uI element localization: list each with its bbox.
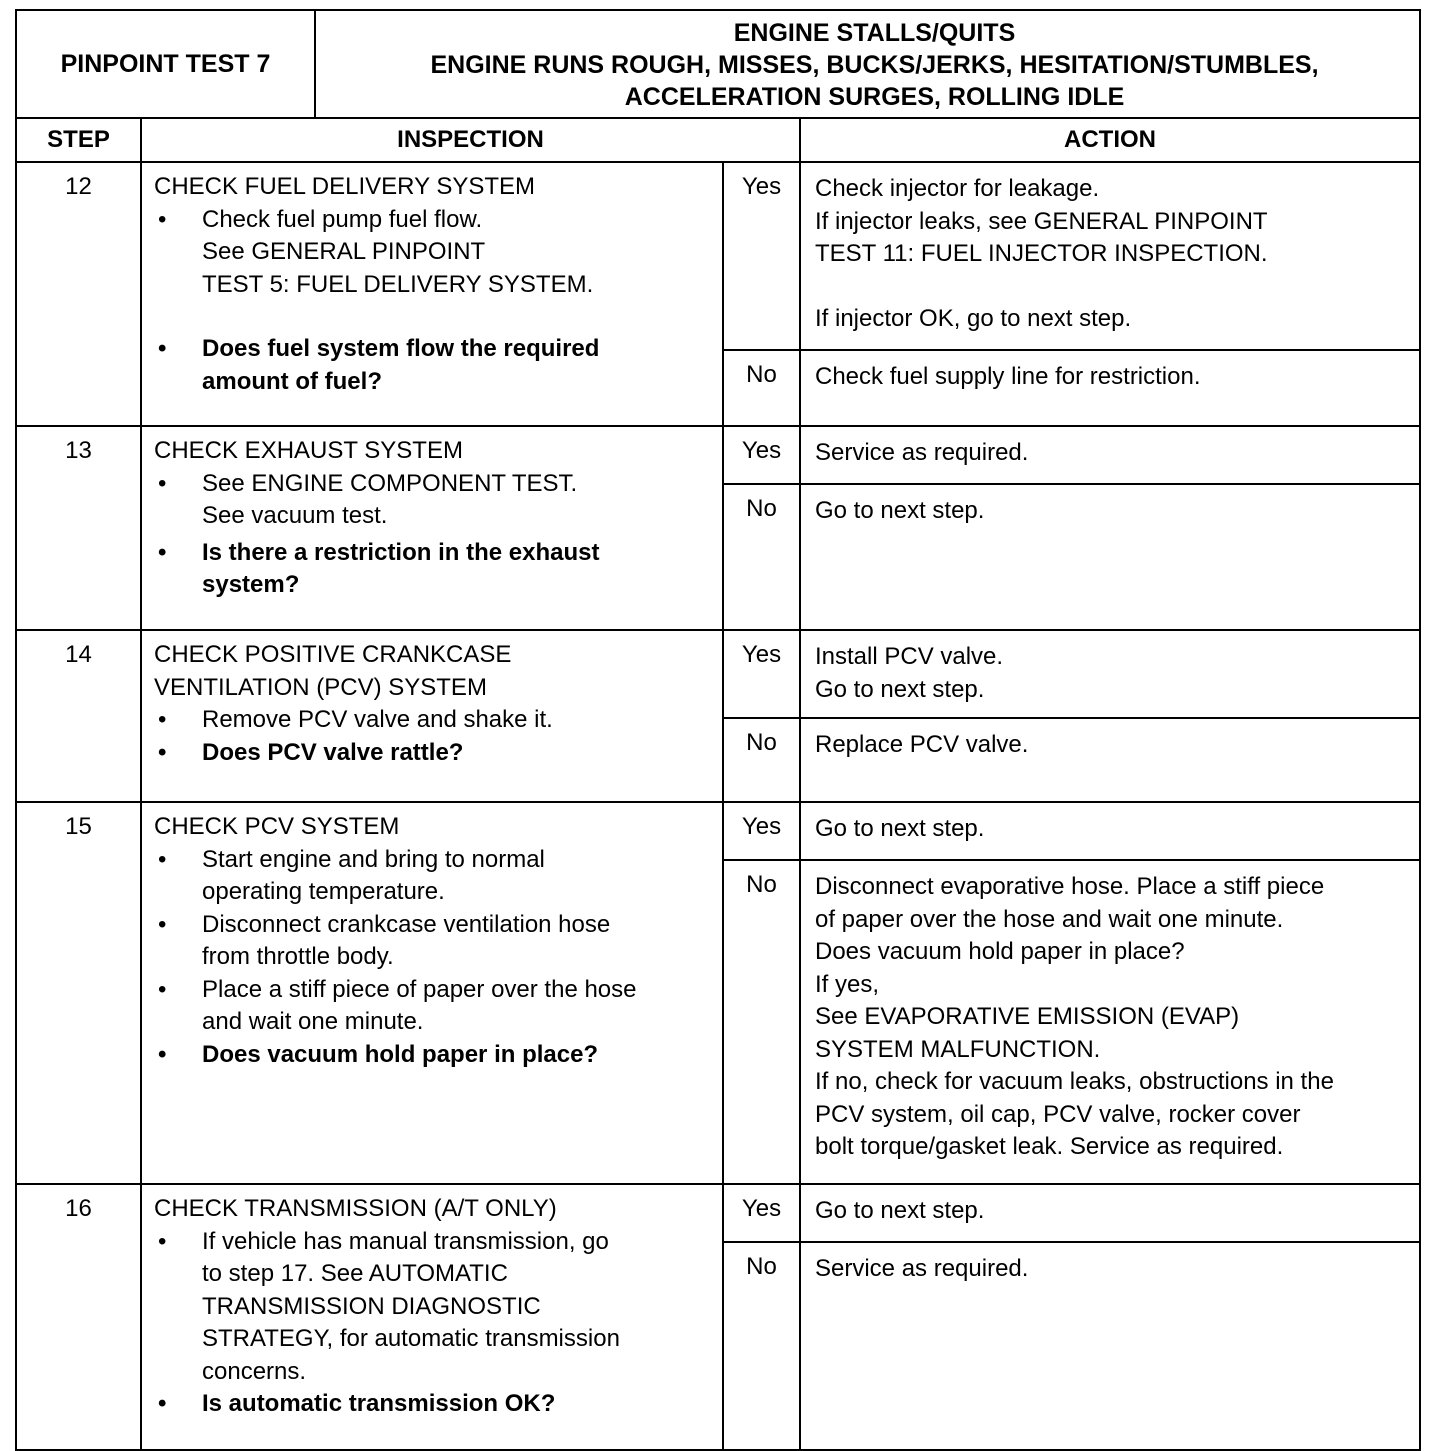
no-action (800, 1242, 1420, 1450)
inspection-bullet (154, 974, 714, 1039)
action-line: Check fuel supply line for restriction. (815, 363, 1201, 390)
bullet-line: • Start engine and bring to normal (202, 845, 545, 873)
inspection-question (154, 737, 714, 770)
inspection-cell (141, 162, 723, 426)
bullet-line: See vacuum test. (202, 502, 388, 529)
action-line: TEST 11: FUEL INJECTOR INSPECTION. (815, 240, 1268, 267)
action-line (815, 271, 1411, 303)
inspection-bullet (154, 204, 714, 302)
inspection-question (154, 1388, 714, 1421)
bullet-line: • Place a stiff piece of paper over the hose (202, 975, 637, 1003)
no-label: No (723, 350, 800, 426)
no-label: No (723, 1242, 800, 1450)
bullet-line: • Disconnect crankcase ventilation hose (202, 910, 611, 938)
inspection-cell (141, 802, 723, 1184)
test-subtitle (316, 11, 1419, 117)
step-row (16, 1184, 1420, 1242)
action-line: Replace PCV valve. (815, 731, 1029, 758)
yes-label: Yes (723, 630, 800, 718)
inspection-cell (141, 426, 723, 630)
action-line: Go to next step. (815, 497, 985, 524)
bullet-line: • Does fuel system flow the required (202, 335, 600, 362)
bullet-line: • If vehicle has manual transmission, go (202, 1227, 609, 1255)
action-line: SYSTEM MALFUNCTION. (815, 1035, 1101, 1063)
action-line: Disconnect evaporative hose. Place a stiff piece (815, 873, 1325, 900)
inspection-title: CHECK PCV SYSTEM (154, 813, 400, 840)
no-label: No (723, 484, 800, 630)
step-number: 12 (16, 162, 141, 426)
bullet-line: TRANSMISSION DIAGNOSTIC (202, 1292, 541, 1320)
bullet-line: • Does vacuum hold paper in place? (202, 1040, 599, 1068)
action-line: Go to next step. (815, 1197, 985, 1224)
subtitle-line: ENGINE STALLS/QUITS (733, 19, 1016, 47)
bullet-line: amount of fuel? (202, 367, 382, 395)
column-header-row (16, 118, 1420, 162)
bullet-line: See GENERAL PINPOINT (202, 238, 486, 265)
inspection-title: CHECK EXHAUST SYSTEM (154, 437, 463, 464)
inspection-title: CHECK FUEL DELIVERY SYSTEM (154, 173, 535, 200)
bullet-line: STRATEGY, for automatic transmission (202, 1325, 620, 1352)
no-label: No (723, 718, 800, 802)
inspection-question (154, 537, 714, 602)
yes-action (800, 426, 1420, 484)
bullet-line: operating temperature. (202, 878, 445, 905)
action-line: If injector leaks, see GENERAL PINPOINT (815, 207, 1268, 235)
inspection-bullet (154, 468, 714, 533)
bullet-line: • Does PCV valve rattle? (202, 738, 464, 766)
bullet-line: • Check fuel pump fuel flow. (202, 205, 483, 233)
action-line: PCV system, oil cap, PCV valve, rocker cover (815, 1100, 1301, 1128)
yes-label: Yes (723, 1184, 800, 1242)
step-row (16, 802, 1420, 860)
action-line: Check injector for leakage. (815, 175, 1100, 202)
action-line: If yes, (815, 970, 880, 998)
inspection-question (154, 1039, 714, 1072)
step-row (16, 162, 1420, 350)
no-action (800, 484, 1420, 630)
yes-action (800, 802, 1420, 860)
yes-label: Yes (723, 426, 800, 484)
column-header-action: ACTION (800, 118, 1420, 162)
column-header-step: STEP (16, 118, 141, 162)
bullet-line: to step 17. See AUTOMATIC (202, 1260, 508, 1287)
yes-action (800, 630, 1420, 718)
bullet-line: and wait one minute. (202, 1008, 424, 1035)
inspection-question (154, 333, 714, 398)
bullet-line: • Is automatic transmission OK? (202, 1390, 556, 1417)
step-number: 14 (16, 630, 141, 802)
subtitle-line: ACCELERATION SURGES, ROLLING IDLE (624, 83, 1125, 111)
inspection-bullet (154, 1226, 714, 1389)
step-row (16, 426, 1420, 484)
bullet-line: TEST 5: FUEL DELIVERY SYSTEM. (202, 270, 594, 298)
header-row (16, 10, 1420, 118)
bullet-line: • See ENGINE COMPONENT TEST. (202, 469, 578, 497)
no-action (800, 350, 1420, 426)
pinpoint-test-document (15, 9, 1419, 1451)
yes-label: Yes (723, 162, 800, 350)
action-line: bolt torque/gasket leak. Service as required. (815, 1133, 1284, 1160)
action-line: of paper over the hose and wait one minute. (815, 905, 1284, 933)
action-line: Service as required. (815, 439, 1029, 466)
yes-action (800, 1184, 1420, 1242)
step-rows (16, 162, 1420, 1450)
inspection-bullet (154, 909, 714, 974)
inspection-title: CHECK TRANSMISSION (A/T ONLY) (154, 1195, 557, 1222)
action-line: If injector OK, go to next step. (815, 304, 1132, 332)
bullet-line: • Is there a restriction in the exhaust (202, 538, 600, 566)
action-line: Go to next step. (815, 675, 985, 703)
action-line: Install PCV valve. (815, 643, 1004, 670)
pinpoint-test-table (15, 9, 1421, 1451)
bullet-line: concerns. (202, 1357, 307, 1385)
yes-action (800, 162, 1420, 350)
inspection-title: CHECK POSITIVE CRANKCASE (154, 641, 512, 668)
inspection-bullet (154, 844, 714, 909)
action-line: Does vacuum hold paper in place? (815, 938, 1185, 965)
no-action (800, 718, 1420, 802)
step-row (16, 630, 1420, 718)
yes-label: Yes (723, 802, 800, 860)
action-line: If no, check for vacuum leaks, obstructions in the (815, 1068, 1334, 1095)
inspection-bullet (154, 704, 714, 737)
no-label: No (723, 860, 800, 1184)
step-number: 13 (16, 426, 141, 630)
step-number: 16 (16, 1184, 141, 1450)
no-action (800, 860, 1420, 1184)
inspection-cell (141, 630, 723, 802)
bullet-line: from throttle body. (202, 943, 394, 970)
subtitle-line: ENGINE RUNS ROUGH, MISSES, BUCKS/JERKS, HESITATION/STUMBLES, (430, 51, 1319, 79)
action-line: See EVAPORATIVE EMISSION (EVAP) (815, 1003, 1240, 1030)
column-header-inspection: INSPECTION (141, 118, 800, 162)
inspection-cell (141, 1184, 723, 1450)
test-title: PINPOINT TEST 7 (17, 11, 316, 117)
bullet-line: system? (202, 571, 300, 598)
inspection-title: VENTILATION (PCV) SYSTEM (154, 673, 487, 701)
action-line: Service as required. (815, 1255, 1029, 1282)
bullet-line: • Remove PCV valve and shake it. (202, 706, 553, 733)
test-title-cell (16, 10, 1420, 118)
step-number: 15 (16, 802, 141, 1184)
action-line: Go to next step. (815, 815, 985, 842)
